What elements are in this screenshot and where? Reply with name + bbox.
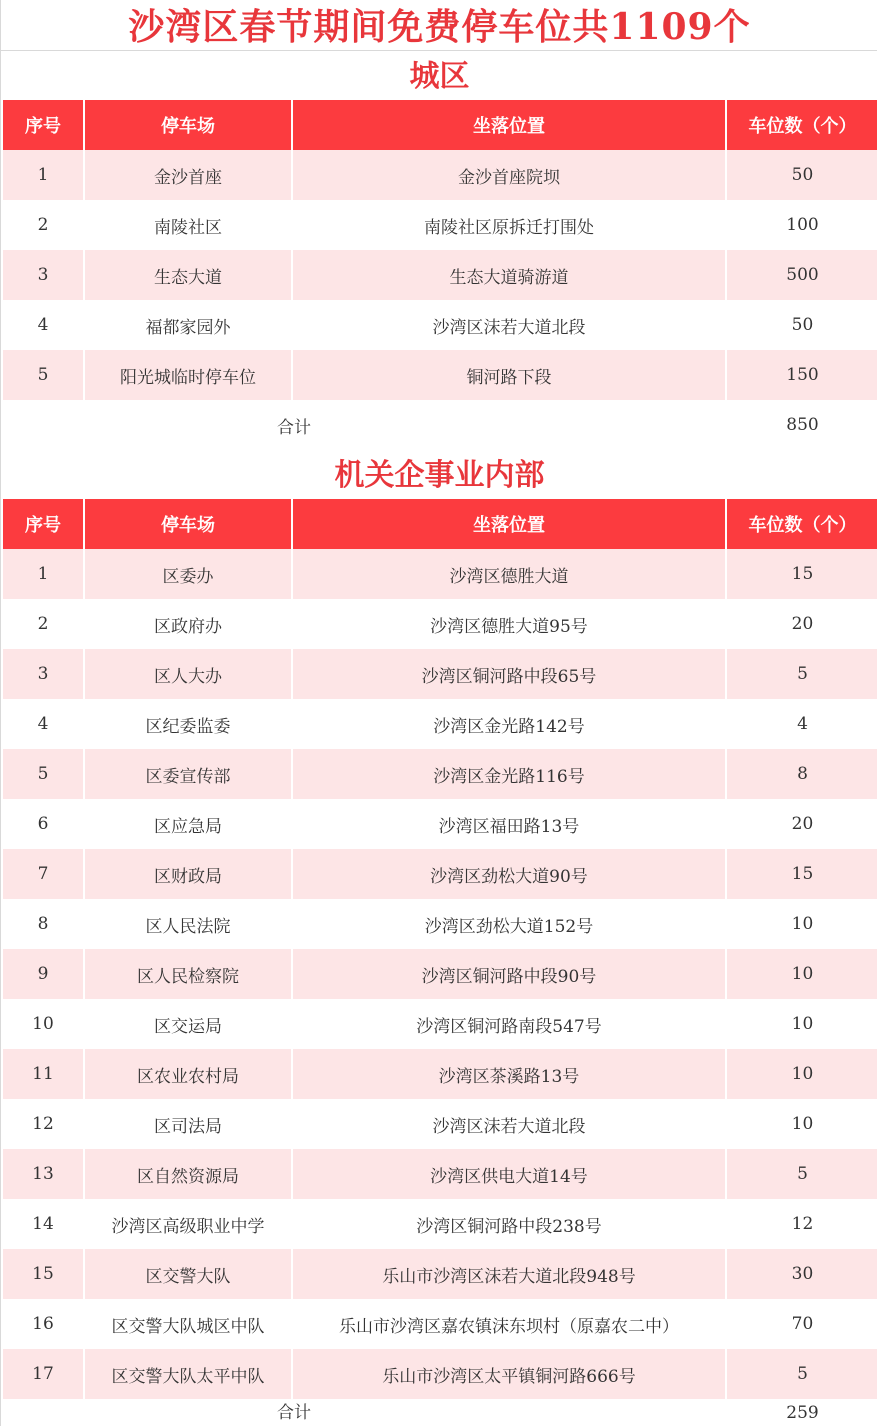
cell-index: 6 xyxy=(2,799,84,849)
cell-location: 南陵社区原拆迁打围处 xyxy=(292,200,726,250)
institution-parking-table xyxy=(1,499,877,1427)
cell-location: 沙湾区铜河路中段65号 xyxy=(292,649,726,699)
header-location: 坐落位置 xyxy=(292,100,726,150)
cell-location: 沙湾区德胜大道95号 xyxy=(292,599,726,649)
cell-spaces: 20 xyxy=(726,799,877,849)
cell-lot-name: 金沙首座 xyxy=(84,150,292,200)
cell-index: 14 xyxy=(2,1199,84,1249)
total-row xyxy=(2,400,877,450)
cell-lot-name: 南陵社区 xyxy=(84,200,292,250)
cell-lot-name: 区委办 xyxy=(84,549,292,599)
cell-location: 沙湾区铜河路中段238号 xyxy=(292,1199,726,1249)
cell-location: 沙湾区劲松大道90号 xyxy=(292,849,726,899)
cell-index: 10 xyxy=(2,999,84,1049)
cell-location: 乐山市沙湾区沫若大道北段948号 xyxy=(292,1249,726,1299)
cell-lot-name: 区委宣传部 xyxy=(84,749,292,799)
cell-index: 11 xyxy=(2,1049,84,1099)
header-spaces: 车位数（个） xyxy=(726,100,877,150)
cell-lot-name: 区人大办 xyxy=(84,649,292,699)
table-row xyxy=(2,849,877,899)
cell-index: 3 xyxy=(2,250,84,300)
cell-spaces: 500 xyxy=(726,250,877,300)
cell-lot-name: 区自然资源局 xyxy=(84,1149,292,1199)
table-row xyxy=(2,300,877,350)
header-location: 坐落位置 xyxy=(292,499,726,549)
cell-spaces: 10 xyxy=(726,1049,877,1099)
total-value: 259 xyxy=(726,1399,877,1427)
table-row xyxy=(2,1299,877,1349)
header-index: 序号 xyxy=(2,499,84,549)
cell-location: 金沙首座院坝 xyxy=(292,150,726,200)
table-row xyxy=(2,1049,877,1099)
cell-index: 16 xyxy=(2,1299,84,1349)
cell-index: 1 xyxy=(2,150,84,200)
cell-index: 4 xyxy=(2,300,84,350)
cell-location: 沙湾区沫若大道北段 xyxy=(292,1099,726,1149)
cell-lot-name: 区纪委监委 xyxy=(84,699,292,749)
table-row xyxy=(2,200,877,250)
header-lot: 停车场 xyxy=(84,100,292,150)
cell-lot-name: 区农业农村局 xyxy=(84,1049,292,1099)
cell-location: 沙湾区供电大道14号 xyxy=(292,1149,726,1199)
cell-index: 17 xyxy=(2,1349,84,1399)
cell-lot-name: 沙湾区高级职业中学 xyxy=(84,1199,292,1249)
cell-spaces: 20 xyxy=(726,599,877,649)
table-row xyxy=(2,1249,877,1299)
total-label: 合计 xyxy=(2,400,726,450)
cell-location: 沙湾区金光路116号 xyxy=(292,749,726,799)
cell-location: 沙湾区金光路142号 xyxy=(292,699,726,749)
cell-lot-name: 区交运局 xyxy=(84,999,292,1049)
table-row xyxy=(2,1149,877,1199)
section-heading-institutions: 机关企事业内部 xyxy=(334,458,545,493)
total-label: 合计 xyxy=(2,1399,726,1427)
table-row xyxy=(2,350,877,400)
cell-index: 2 xyxy=(2,200,84,250)
cell-location: 沙湾区德胜大道 xyxy=(292,549,726,599)
cell-spaces: 100 xyxy=(726,200,877,250)
cell-location: 沙湾区茶溪路13号 xyxy=(292,1049,726,1099)
table-row xyxy=(2,1349,877,1399)
cell-index: 5 xyxy=(2,350,84,400)
cell-spaces: 50 xyxy=(726,300,877,350)
cell-lot-name: 区交警大队 xyxy=(84,1249,292,1299)
cell-location: 生态大道骑游道 xyxy=(292,250,726,300)
table-row xyxy=(2,1099,877,1149)
cell-index: 7 xyxy=(2,849,84,899)
urban-parking-table xyxy=(1,100,877,450)
table-row xyxy=(2,649,877,699)
cell-index: 8 xyxy=(2,899,84,949)
cell-spaces: 150 xyxy=(726,350,877,400)
cell-lot-name: 区政府办 xyxy=(84,599,292,649)
header-spaces: 车位数（个） xyxy=(726,499,877,549)
cell-spaces: 70 xyxy=(726,1299,877,1349)
cell-location: 沙湾区劲松大道152号 xyxy=(292,899,726,949)
table-row xyxy=(2,949,877,999)
page-title: 沙湾区春节期间免费停车位共1109个 xyxy=(1,0,877,51)
cell-location: 沙湾区福田路13号 xyxy=(292,799,726,849)
cell-spaces: 15 xyxy=(726,549,877,599)
cell-spaces: 5 xyxy=(726,649,877,699)
cell-spaces: 10 xyxy=(726,1099,877,1149)
cell-location: 乐山市沙湾区嘉农镇沫东坝村（原嘉农二中） xyxy=(292,1299,726,1349)
table-row xyxy=(2,1199,877,1249)
cell-lot-name: 区交警大队太平中队 xyxy=(84,1349,292,1399)
cell-spaces: 4 xyxy=(726,699,877,749)
cell-index: 1 xyxy=(2,549,84,599)
cell-lot-name: 区交警大队城区中队 xyxy=(84,1299,292,1349)
cell-lot-name: 区财政局 xyxy=(84,849,292,899)
table-row xyxy=(2,899,877,949)
cell-index: 12 xyxy=(2,1099,84,1149)
table-header-row xyxy=(2,499,877,549)
cell-location: 沙湾区铜河路南段547号 xyxy=(292,999,726,1049)
cell-spaces: 30 xyxy=(726,1249,877,1299)
cell-spaces: 50 xyxy=(726,150,877,200)
cell-index: 9 xyxy=(2,949,84,999)
cell-index: 4 xyxy=(2,699,84,749)
header-index: 序号 xyxy=(2,100,84,150)
cell-location: 乐山市沙湾区太平镇铜河路666号 xyxy=(292,1349,726,1399)
cell-lot-name: 生态大道 xyxy=(84,250,292,300)
cell-spaces: 10 xyxy=(726,949,877,999)
table-row xyxy=(2,749,877,799)
cell-lot-name: 阳光城临时停车位 xyxy=(84,350,292,400)
cell-location: 沙湾区铜河路中段90号 xyxy=(292,949,726,999)
cell-lot-name: 福都家园外 xyxy=(84,300,292,350)
cell-lot-name: 区应急局 xyxy=(84,799,292,849)
cell-spaces: 15 xyxy=(726,849,877,899)
cell-spaces: 10 xyxy=(726,899,877,949)
cell-lot-name: 区司法局 xyxy=(84,1099,292,1149)
cell-spaces: 5 xyxy=(726,1149,877,1199)
cell-spaces: 8 xyxy=(726,749,877,799)
total-value: 850 xyxy=(726,400,877,450)
table-row xyxy=(2,250,877,300)
section-heading-urban: 城区 xyxy=(409,59,470,94)
header-lot: 停车场 xyxy=(84,499,292,549)
cell-index: 5 xyxy=(2,749,84,799)
cell-index: 15 xyxy=(2,1249,84,1299)
cell-location: 沙湾区沫若大道北段 xyxy=(292,300,726,350)
cell-spaces: 12 xyxy=(726,1199,877,1249)
table-row xyxy=(2,999,877,1049)
cell-spaces: 10 xyxy=(726,999,877,1049)
table-row xyxy=(2,549,877,599)
table-row xyxy=(2,599,877,649)
table-row xyxy=(2,799,877,849)
cell-index: 2 xyxy=(2,599,84,649)
table-header-row xyxy=(2,100,877,150)
cell-lot-name: 区人民法院 xyxy=(84,899,292,949)
cell-index: 3 xyxy=(2,649,84,699)
cell-spaces: 5 xyxy=(726,1349,877,1399)
table-row xyxy=(2,699,877,749)
total-row xyxy=(2,1399,877,1427)
cell-lot-name: 区人民检察院 xyxy=(84,949,292,999)
table-row xyxy=(2,150,877,200)
cell-index: 13 xyxy=(2,1149,84,1199)
cell-location: 铜河路下段 xyxy=(292,350,726,400)
